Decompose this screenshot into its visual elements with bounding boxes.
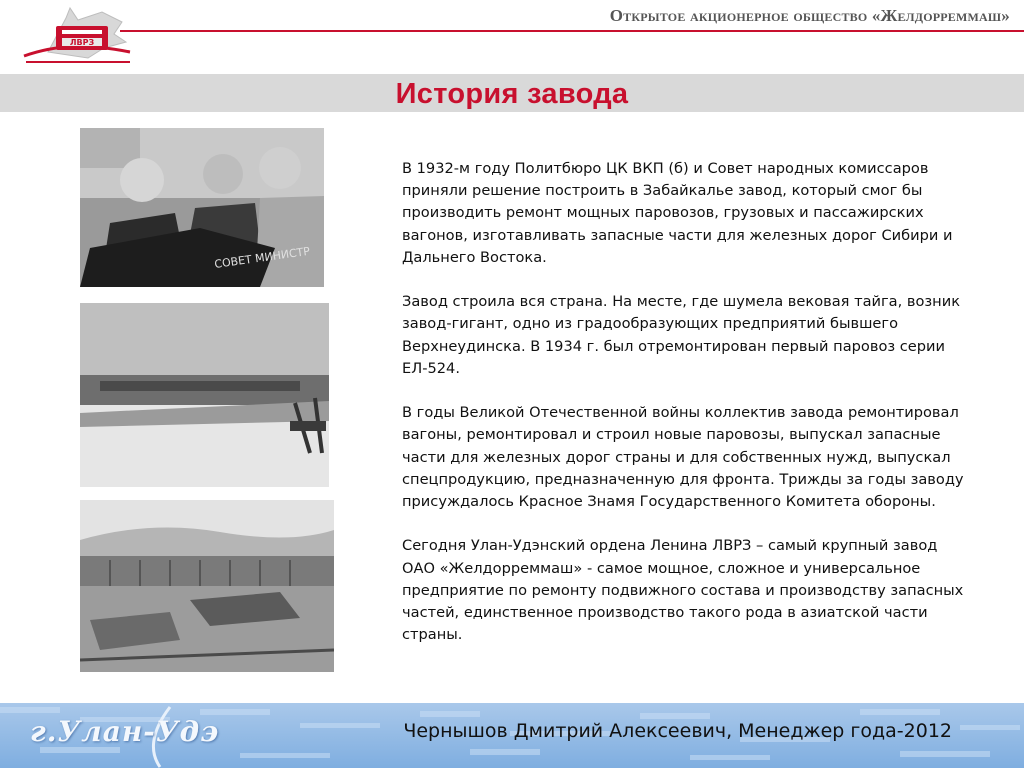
paragraph-today: Сегодня Улан-Удэнский ордена Ленина ЛВРЗ – самый крупный завод ОАО «Желдорреммаш» - самое мощное, сложное и универсальное предприятие по ремонту подвижного состава и производству запасных частей, единственное производство такого рода в азиатской части страны.	[402, 537, 964, 644]
svg-text:СОВЕТ МИНИСТР: СОВЕТ МИНИСТР	[213, 244, 311, 271]
history-text	[402, 158, 967, 669]
city-logo-text: г.Улан-Удэ	[30, 715, 220, 748]
photo-construction-panorama	[80, 500, 334, 672]
company-name: Открытое акционерное общество «Желдорреммаш»	[609, 6, 1010, 25]
paragraph-war-years: В годы Великой Отечественной войны коллектив завода ремонтировал вагоны, ремонтировал и строил новые паровозы, выпускал запасные части для железных дорог страны и для собственных нужд, выпускал спецпродукцию, предназначенную для фронта. Трижды за годы заводу присуждалось Красное Знамя Государственного Комитета обороны.	[402, 404, 964, 511]
photo-panorama-graphic	[80, 500, 334, 672]
company-logo[interactable]	[18, 4, 136, 66]
photo-workers-graphic	[80, 128, 324, 287]
footer	[0, 703, 1024, 768]
photo-workers-with-banner	[80, 128, 324, 287]
author-caption: Чернышов Дмитрий Алексеевич, Менеджер года-2012	[403, 720, 952, 742]
logo-graphic	[18, 4, 136, 66]
photo-winter-construction	[80, 303, 329, 487]
paragraph-1932: В 1932-м году Политбюро ЦК ВКП (б) и Совет народных комиссаров приняли решение построить в Забайкалье завод, который смог бы производить ремонт мощных паровозов, грузовых и пассажирских вагонов, изготавливать запасные части для железных дорог Сибири и Дальнего Востока.	[402, 160, 953, 266]
title-bar	[0, 74, 1024, 112]
photo-construction-graphic	[80, 303, 329, 487]
svg-text:ЛВРЗ: ЛВРЗ	[69, 38, 95, 47]
paragraph-construction: Завод строила вся страна. На месте, где шумела вековая тайга, возник завод-гигант, одно из градообразующих предприятий бывшего Верхнеудинска. В 1934 г. был отремонтирован первый паровоз серии ЕЛ-524.	[402, 293, 961, 377]
header-divider	[120, 30, 1024, 32]
page-title: История завода	[395, 78, 629, 110]
header	[0, 0, 1024, 70]
